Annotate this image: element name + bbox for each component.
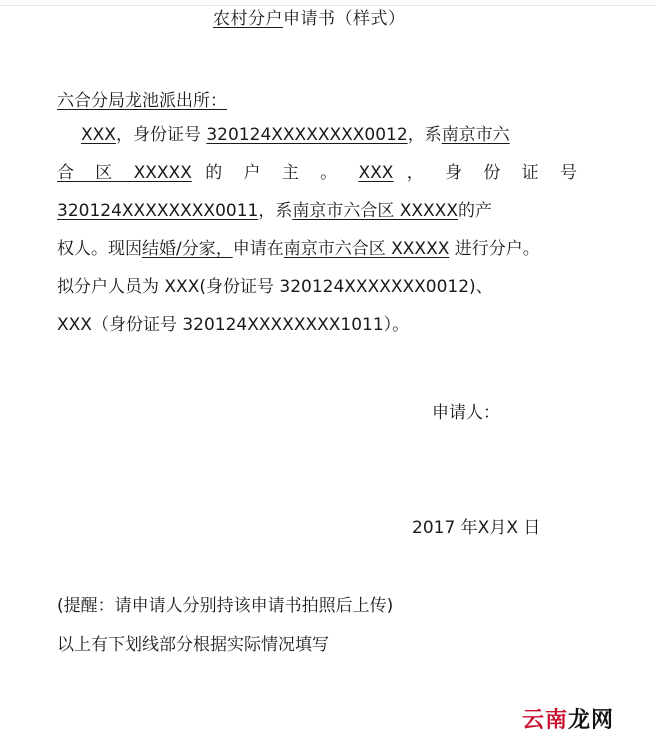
document-title — [213, 4, 406, 29]
body-text: ， 身 份 证 号 — [406, 163, 577, 183]
owner-address: 南京市六合区 XXXXX — [292, 201, 458, 221]
body-text: ，系 — [258, 201, 293, 221]
application-body — [57, 120, 577, 348]
body-text: 申请在 — [232, 239, 284, 259]
owner-id: 320124XXXXXXXX0011 — [57, 201, 259, 221]
body-text: ，系 — [407, 125, 442, 145]
title-underlined: 农村分户 — [213, 9, 283, 29]
householder-id: 320124XXXXXXXX0012 — [206, 125, 408, 145]
owner-name: XXX — [358, 163, 394, 183]
watermark-part-2: 龙网 — [568, 708, 615, 733]
body-line-2 — [57, 158, 577, 196]
body-text: 的 户 主 。 — [205, 163, 346, 183]
fill-instruction-note: 以上有下划线部分根据实际情况填写 — [57, 635, 329, 655]
body-text: 的产 — [457, 201, 492, 221]
applicant-signature-label: 申请人： — [432, 403, 500, 423]
householder-address-end: 合 区 XXXXX — [57, 163, 192, 183]
householder-name: XXX — [81, 125, 116, 145]
split-reason: 结婚/分家， — [142, 239, 233, 259]
application-date: 2017 年X月X 日 — [412, 518, 541, 538]
body-text: ，身份证号 — [115, 125, 201, 145]
body-line-6: XXX（身份证号 320124XXXXXXXX1011）。 — [57, 315, 410, 335]
body-line-1 — [57, 120, 577, 158]
addressee: 六合分局龙池派出所： — [57, 91, 227, 111]
body-line-3 — [57, 196, 577, 234]
split-address: 南京市六合区 XXXXX — [283, 239, 450, 259]
watermark-part-1: 云南 — [522, 708, 569, 733]
reminder-note: (提醒：请申请人分别持该申请书拍照后上传) — [57, 596, 394, 616]
body-line-5: 拟分户人员为 XXX(身份证号 320124XXXXXXX0012)、 — [57, 277, 493, 297]
body-text: 权人。现因 — [57, 239, 142, 259]
title-rest: 申请书（样式） — [283, 9, 406, 29]
site-watermark-logo — [522, 703, 614, 734]
body-text: 进行分户。 — [454, 239, 540, 259]
householder-address-start: 南京市六 — [441, 125, 510, 145]
body-line-4 — [57, 234, 577, 272]
